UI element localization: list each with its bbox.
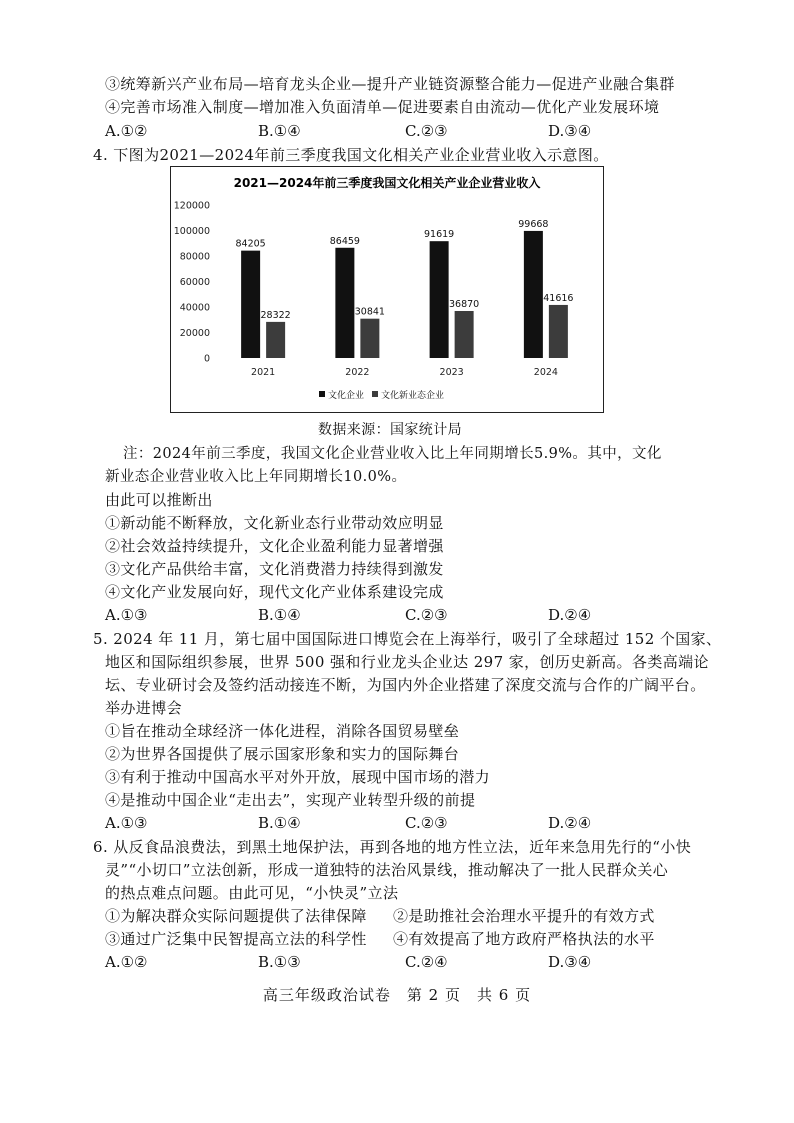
- bar-value-label: 91619: [424, 229, 455, 241]
- y-tick-label: 20000: [179, 328, 210, 339]
- bar-new-format-enterprise: [360, 319, 379, 358]
- bar-value-label: 30841: [354, 306, 385, 318]
- q5-item-4: ④是推动中国企业“走出去”，实现产业转型升级的前提: [105, 791, 476, 809]
- bar-new-format-enterprise: [266, 322, 285, 358]
- q6-stem-line-2: 灵”“小切口”立法创新，形成一道独特的法治风景线，推动解决了一批人民群众关心: [105, 861, 669, 879]
- x-tick-label: 2022: [345, 367, 370, 378]
- q4-lead: 由此可以推断出: [105, 491, 213, 509]
- q4-note-line-2: 新业态企业营业收入比上年同期增长10.0%。: [105, 469, 407, 485]
- page-footer: 高三年级政治试卷 第 2 页 共 6 页: [262, 986, 532, 1004]
- q3-item-3: ③统筹新兴产业布局—培育龙头企业—提升产业链资源整合能力—促进产业融合集群: [105, 75, 675, 93]
- q3-option-a[interactable]: A.①②: [105, 122, 148, 140]
- q5-item-2: ②为世界各国提供了展示国家形象和实力的国际舞台: [105, 745, 460, 763]
- q6-option-a[interactable]: A.①②: [105, 953, 148, 971]
- q5-lead: 举办进博会: [105, 699, 183, 717]
- q4-item-4: ④文化产业发展向好，现代文化产业体系建设完成: [105, 583, 444, 601]
- q3-item-4: ④完善市场准入制度—增加准入负面清单—促进要素自由流动—优化产业发展环境: [105, 98, 660, 116]
- q5-stem-line-1: 5. 2024 年 11 月，第七届中国国际进口博览会在上海举行，吸引了全球超过 152 个国家、: [93, 630, 722, 648]
- legend-label: 文化企业: [328, 391, 365, 401]
- bar-value-label: 99668: [518, 218, 549, 230]
- q4-option-a[interactable]: A.①③: [105, 606, 148, 624]
- bar-value-label: 28322: [260, 309, 291, 321]
- q4-item-1: ①新动能不断释放，文化新业态行业带动效应明显: [105, 514, 444, 532]
- q5-option-b[interactable]: B.①④: [258, 814, 301, 832]
- q4-option-b[interactable]: B.①④: [258, 606, 301, 624]
- q4-option-d[interactable]: D.②④: [548, 606, 592, 624]
- q5-option-c[interactable]: C.②③: [405, 814, 448, 832]
- chart-title: 2021—2024年前三季度我国文化相关产业企业营业收入: [233, 176, 541, 190]
- y-tick-label: 80000: [179, 251, 210, 263]
- y-tick-label: 100000: [173, 226, 210, 237]
- q3-option-c[interactable]: C.②③: [405, 122, 448, 140]
- bar-cultural-enterprise: [335, 248, 354, 358]
- bar-cultural-enterprise: [241, 251, 260, 358]
- q4-note-line-1: 注：2024年前三季度，我国文化企业营业收入比上年同期增长5.9%。其中，文化: [123, 446, 662, 462]
- q5-stem-line-3: 坛、专业研讨会及签约活动接连不断，为国内外企业搭建了深度交流与合作的广阔平台。: [105, 676, 706, 694]
- y-tick-label: 0: [203, 353, 210, 365]
- revenue-chart: [170, 166, 604, 413]
- legend-label: 文化新业态企业: [381, 391, 445, 401]
- x-tick-label: 2023: [439, 367, 464, 378]
- q5-option-d[interactable]: D.②④: [548, 814, 592, 832]
- x-tick-label: 2024: [533, 367, 558, 378]
- bar-value-label: 41616: [543, 292, 574, 304]
- q6-item-3: ③通过广泛集中民智提高立法的科学性: [105, 930, 367, 948]
- q5-stem-line-2: 地区和国际组织参展，世界 500 强和行业龙头企业达 297 家，创历史新高。各类高端论: [105, 653, 709, 671]
- q3-option-b[interactable]: B.①④: [258, 122, 301, 140]
- bar-cultural-enterprise: [524, 231, 543, 358]
- bar-value-label: 36870: [449, 298, 480, 310]
- legend-swatch: [319, 391, 325, 397]
- q6-stem-line-1: 6. 从反食品浪费法，到黑土地保护法，再到各地的地方性立法，近年来急用先行的“小快: [93, 838, 692, 856]
- q5-item-3: ③有利于推动中国高水平对外开放，展现中国市场的潜力: [105, 768, 491, 786]
- q6-item-4: ④有效提高了地方政府严格执法的水平: [393, 930, 655, 948]
- y-tick-label: 120000: [173, 200, 210, 212]
- q4-item-2: ②社会效益持续提升，文化企业盈利能力显著增强: [105, 537, 444, 555]
- q6-option-b[interactable]: B.①③: [258, 953, 301, 971]
- q4-stem: 4. 下图为2021—2024年前三季度我国文化相关产业企业营业收入示意图。: [93, 146, 609, 164]
- bar-cultural-enterprise: [430, 241, 449, 358]
- bar-value-label: 84205: [235, 238, 266, 250]
- bar-new-format-enterprise: [455, 311, 474, 358]
- q3-option-d[interactable]: D.③④: [548, 122, 592, 140]
- q6-option-c[interactable]: C.②④: [405, 953, 448, 971]
- revenue-chart-svg: [171, 167, 603, 412]
- q4-option-c[interactable]: C.②③: [405, 606, 448, 624]
- y-tick-label: 60000: [179, 277, 210, 288]
- y-tick-label: 40000: [179, 302, 210, 314]
- q6-stem-line-3: 的热点难点问题。由此可见，“小快灵”立法: [105, 884, 399, 902]
- bar-value-label: 86459: [329, 235, 360, 247]
- q6-item-2: ②是助推社会治理水平提升的有效方式: [393, 907, 655, 925]
- x-tick-label: 2021: [251, 367, 276, 378]
- q4-item-3: ③文化产品供给丰富，文化消费潜力持续得到激发: [105, 560, 444, 578]
- q6-option-d[interactable]: D.③④: [548, 953, 592, 971]
- legend-swatch: [372, 391, 378, 397]
- chart-source: 数据来源：国家统计局: [318, 422, 462, 438]
- bar-new-format-enterprise: [549, 305, 568, 358]
- q5-item-1: ①旨在推动全球经济一体化进程，消除各国贸易壁垒: [105, 722, 460, 740]
- q6-item-1: ①为解决群众实际问题提供了法律保障: [105, 907, 367, 925]
- q5-option-a[interactable]: A.①③: [105, 814, 148, 832]
